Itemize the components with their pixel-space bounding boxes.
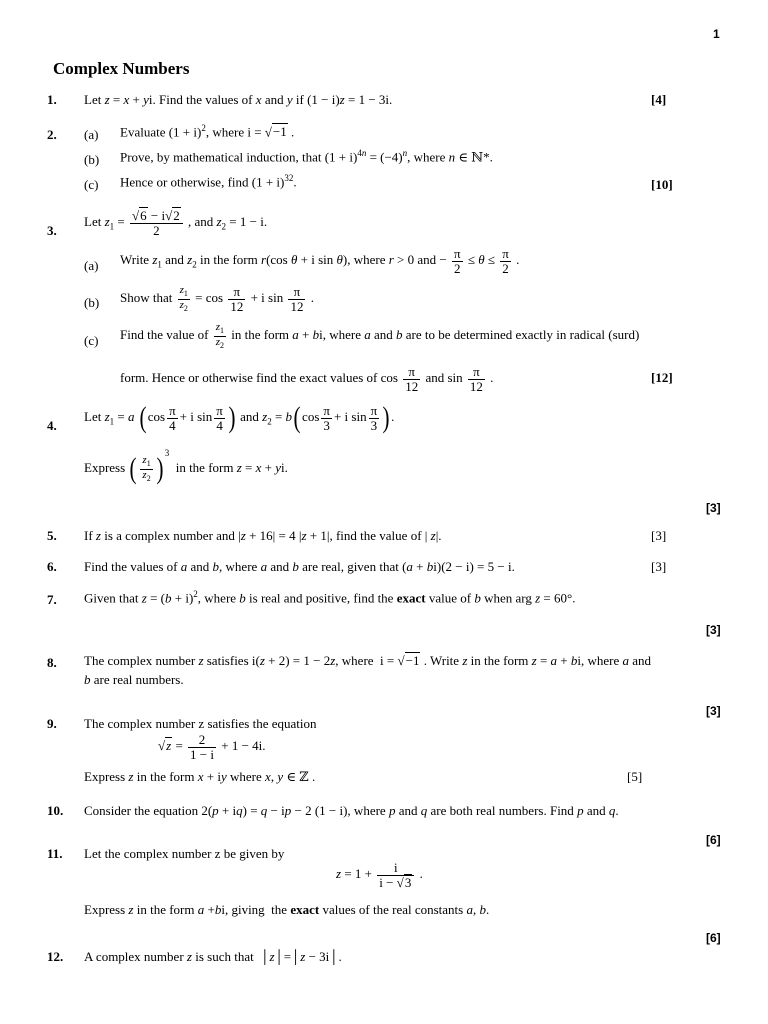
question-number: 4. [47,418,57,433]
question-text: The complex number z satisfies the equation [84,716,317,731]
marks: [6] [706,833,721,847]
question-text: Find the value of $\frac{z_1}{z_2}$ in the form a + bi, where a and b are to be determined exactly in radical (surd) [120,321,640,350]
equation: z = 1 + $\frac{i}{i - √3}$ . [336,860,423,890]
question-text: Write $z_1$ and $z_2$ in the form r(cos θ + i sin θ), where r > 0 and − $\frac{\pi}{2}$ ≤ θ ≤ $\frac{\pi}{2}$ . [120,246,520,276]
page-number: 1 [713,27,720,41]
marks: [10] [651,177,673,192]
question-number: 1. [47,92,57,107]
question-number: 9. [47,716,57,731]
question-number: 7. [47,592,57,607]
question-text: If z is a complex number and |z + 16| = 4 |z + 1|, find the value of | z|. [84,528,442,543]
question-text: Let the complex number z be given by [84,846,285,861]
marks: [3] [651,559,667,574]
marks: [3] [706,501,721,515]
question-text: Let z = x + yi. Find the values of x and y if (1 − i)z = 1 − 3i. [84,92,393,107]
marks: [3] [706,623,721,637]
part-label: (c) [84,177,99,192]
question-number: 3. [47,223,57,238]
question-text: Express z in the form a +bi, giving the exact values of the real constants a, b. [84,902,490,917]
question-text: Let $z_1 = a$ ( cos $\frac{\pi}{4}$ + i sin $\frac{\pi}{4}$ ) and $z_2 = b$( cos $\frac{\pi}{3}$ + i sin $\frac{\pi}{3}$ ) . [84,401,395,434]
question-text: Show that $\frac{z_1}{z_2}$ = cos $\frac{\pi}{12}$ + i sin $\frac{\pi}{12}$ . [120,284,314,314]
marks: [5] [627,769,643,784]
question-text: Express ( $\frac{z_1}{z_2}$ ) $^3$ in the form z = x + yi. [84,448,288,486]
question-text: Let $z_1$ = $\frac{√6 - i√2}{2}$ , and $z_2 = 1 - i$. [84,208,268,238]
marks: [6] [706,931,721,945]
question-text: Prove, by mathematical induction, that $(1 + i)^{4n} = (-4)^n$, where n ∈ ℕ*. [120,148,493,165]
equation: √z = $\frac{2}{1 - i}$ + 1 − 4i. [158,732,266,762]
question-text: Evaluate $(1 + i)^2$, where i = √−1 . [120,123,295,140]
question-text: Consider the equation 2(p + iq) = q − ip − 2 (1 − i), where p and q are both real numbers. Find p and q. [84,803,619,818]
part-label: (a) [84,258,99,273]
part-label: (a) [84,127,99,142]
question-text: Find the values of a and b, where a and b are real, given that (a + bi)(2 − i) = 5 − i. [84,559,515,574]
question-number: 12. [47,949,64,964]
question-number: 2. [47,127,57,142]
question-text: Hence or otherwise, find $(1 + i)^{32}$. [120,173,297,190]
marks: [12] [651,370,673,385]
part-label: (b) [84,295,100,310]
question-text: A complex number z is such that │z│=│z − 3i│. [84,949,342,964]
question-number: 10. [47,803,64,818]
question-number: 8. [47,655,57,670]
question-number: 6. [47,559,57,574]
question-text: The complex number z satisfies i(z + 2) = 1 − 2z, where i = √−1 . Write z in the form z = a + bi, where a and [84,653,652,668]
part-label: (b) [84,152,100,167]
question-text: Express z in the form x + iy where x, y ∈ ℤ . [84,769,316,784]
marks: [4] [651,92,667,107]
question-text: form. Hence or otherwise find the exact values of cos $\frac{\pi}{12}$ and sin $\frac{\pi}{12}$ . [120,364,494,394]
marks: [3] [651,528,667,543]
question-number: 11. [47,846,63,861]
page-title: Complex Numbers [53,59,190,78]
question-number: 5. [47,528,57,543]
question-text: b are real numbers. [84,672,184,687]
part-label: (c) [84,333,99,348]
marks: [3] [706,704,721,718]
question-text: Given that $z = (b + i)^2$, where b is real and positive, find the exact value of b when arg z = 60°. [84,589,576,606]
